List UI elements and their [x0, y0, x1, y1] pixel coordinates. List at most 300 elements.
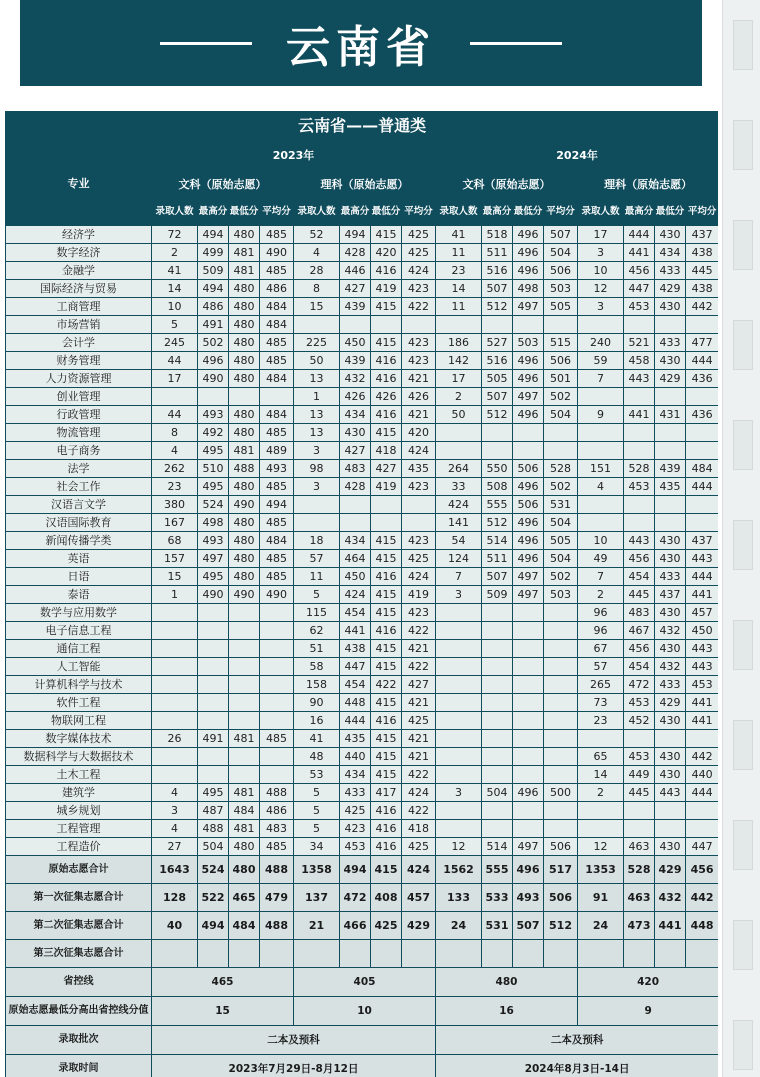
score-cell: 441: [624, 244, 655, 262]
score-cell: 3: [436, 784, 482, 802]
major-name: 建筑学: [6, 784, 152, 802]
score-cell: [482, 442, 513, 460]
score-cell: 4: [578, 478, 624, 496]
score-cell: [229, 658, 260, 676]
score-cell: 10: [578, 532, 624, 550]
score-cell: [655, 424, 686, 442]
score-cell: 16: [294, 712, 340, 730]
score-cell: [513, 766, 544, 784]
score-cell: [578, 496, 624, 514]
major-name: 行政管理: [6, 406, 152, 424]
score-cell: 430: [340, 424, 371, 442]
score-cell: 496: [513, 514, 544, 532]
score-cell: [513, 442, 544, 460]
score-cell: [578, 388, 624, 406]
score-cell: [260, 604, 294, 622]
summary-cell: 二本及预科: [152, 1026, 436, 1055]
score-cell: 65: [578, 748, 624, 766]
score-cell: [436, 658, 482, 676]
score-cell: 15: [294, 298, 340, 316]
score-cell: [260, 676, 294, 694]
total-cell: [294, 940, 340, 968]
score-cell: [198, 676, 229, 694]
score-cell: 481: [229, 442, 260, 460]
score-cell: 485: [260, 730, 294, 748]
score-cell: 14: [152, 280, 198, 298]
score-cell: [152, 676, 198, 694]
score-cell: 502: [544, 388, 578, 406]
score-cell: 496: [198, 352, 229, 370]
score-cell: [260, 766, 294, 784]
total-cell: [624, 940, 655, 968]
summary-cell: 480: [436, 968, 578, 997]
score-cell: 151: [578, 460, 624, 478]
score-cell: 456: [624, 550, 655, 568]
score-cell: 446: [340, 262, 371, 280]
score-cell: [686, 514, 719, 532]
score-cell: 423: [402, 352, 436, 370]
total-cell: 424: [402, 856, 436, 884]
score-cell: [655, 802, 686, 820]
total-cell: [544, 940, 578, 968]
table-row: [6, 352, 719, 370]
score-cell: 496: [513, 478, 544, 496]
score-cell: 485: [260, 334, 294, 352]
group-header: 文科（原始志愿）: [436, 170, 578, 199]
major-column-header: 专业: [6, 141, 152, 226]
score-cell: 415: [371, 658, 402, 676]
score-cell: 477: [686, 334, 719, 352]
score-cell: 487: [198, 802, 229, 820]
score-cell: 7: [436, 568, 482, 586]
score-cell: [260, 640, 294, 658]
table-row: [6, 622, 719, 640]
group-header: 理科（原始志愿）: [578, 170, 719, 199]
score-cell: [482, 604, 513, 622]
score-cell: 493: [260, 460, 294, 478]
table-row: [6, 424, 719, 442]
score-cell: 456: [624, 640, 655, 658]
score-cell: [544, 442, 578, 460]
score-cell: 441: [686, 586, 719, 604]
strip-segment: [733, 220, 753, 270]
score-cell: [655, 388, 686, 406]
score-cell: 434: [340, 532, 371, 550]
score-cell: 433: [655, 334, 686, 352]
score-cell: 425: [402, 712, 436, 730]
score-cell: 440: [340, 748, 371, 766]
score-cell: 495: [198, 784, 229, 802]
score-cell: 485: [260, 568, 294, 586]
score-cell: 27: [152, 838, 198, 856]
score-cell: [152, 388, 198, 406]
score-cell: 415: [371, 424, 402, 442]
score-cell: 484: [260, 406, 294, 424]
total-cell: 488: [260, 856, 294, 884]
score-cell: 424: [402, 262, 436, 280]
score-cell: [544, 622, 578, 640]
total-cell: 425: [371, 912, 402, 940]
score-cell: [436, 748, 482, 766]
score-cell: 434: [340, 766, 371, 784]
banner-left-line: [160, 42, 252, 45]
score-cell: 454: [340, 676, 371, 694]
score-cell: [544, 658, 578, 676]
score-cell: [152, 694, 198, 712]
total-cell: 507: [513, 912, 544, 940]
score-cell: [624, 424, 655, 442]
score-cell: [544, 730, 578, 748]
year-header-2024: 2024年: [436, 141, 719, 170]
score-cell: 421: [402, 406, 436, 424]
score-cell: 2: [152, 244, 198, 262]
score-cell: 503: [544, 586, 578, 604]
major-name: 经济学: [6, 226, 152, 244]
score-cell: 447: [340, 658, 371, 676]
total-cell: 408: [371, 884, 402, 912]
total-cell: 457: [402, 884, 436, 912]
score-cell: [340, 316, 371, 334]
score-cell: [655, 442, 686, 460]
total-label: 第三次征集志愿合计: [6, 940, 152, 968]
score-cell: 5: [294, 586, 340, 604]
table-row: [6, 658, 719, 676]
score-cell: [152, 748, 198, 766]
strip-segment: [733, 920, 753, 970]
score-cell: 502: [544, 478, 578, 496]
total-cell: 533: [482, 884, 513, 912]
score-cell: 433: [655, 262, 686, 280]
score-cell: 484: [260, 532, 294, 550]
score-cell: 17: [578, 226, 624, 244]
score-cell: 480: [229, 406, 260, 424]
score-cell: 26: [152, 730, 198, 748]
summary-cell: 420: [578, 968, 719, 997]
summary-cell: 二本及预科: [436, 1026, 719, 1055]
column-header: 最高分: [482, 199, 513, 226]
score-cell: 431: [655, 406, 686, 424]
score-cell: 488: [198, 820, 229, 838]
total-cell: 473: [624, 912, 655, 940]
score-cell: 480: [229, 478, 260, 496]
score-cell: 504: [198, 838, 229, 856]
strip-segment: [733, 720, 753, 770]
score-cell: 443: [686, 550, 719, 568]
score-cell: [513, 604, 544, 622]
score-cell: 417: [371, 784, 402, 802]
column-header: 最高分: [198, 199, 229, 226]
score-cell: 511: [482, 244, 513, 262]
major-name: 计算机科学与技术: [6, 676, 152, 694]
score-cell: 496: [513, 532, 544, 550]
major-name: 工程造价: [6, 838, 152, 856]
batch-row: [6, 1026, 719, 1055]
score-cell: [686, 442, 719, 460]
score-cell: 472: [624, 676, 655, 694]
strip-segment: [733, 520, 753, 570]
major-name: 新闻传播学类: [6, 532, 152, 550]
score-cell: 481: [229, 784, 260, 802]
score-cell: [436, 676, 482, 694]
score-cell: 499: [198, 244, 229, 262]
total-row: [6, 940, 719, 968]
table-row: [6, 370, 719, 388]
score-cell: 430: [655, 604, 686, 622]
score-cell: 485: [260, 478, 294, 496]
score-cell: 500: [544, 784, 578, 802]
total-cell: 1643: [152, 856, 198, 884]
score-cell: 7: [578, 568, 624, 586]
score-cell: 490: [260, 586, 294, 604]
total-cell: [371, 940, 402, 968]
score-cell: 453: [340, 838, 371, 856]
score-cell: [686, 802, 719, 820]
score-cell: 428: [340, 478, 371, 496]
score-cell: 495: [198, 478, 229, 496]
score-cell: 419: [371, 478, 402, 496]
score-cell: [229, 388, 260, 406]
score-cell: 428: [340, 244, 371, 262]
score-cell: [513, 820, 544, 838]
score-cell: 8: [294, 280, 340, 298]
score-cell: 13: [294, 424, 340, 442]
strip-segment: [733, 1020, 753, 1070]
summary-label: 录取批次: [6, 1026, 152, 1055]
score-cell: 90: [294, 694, 340, 712]
score-cell: 447: [624, 280, 655, 298]
score-cell: [624, 730, 655, 748]
score-cell: 23: [436, 262, 482, 280]
table-row: [6, 478, 719, 496]
score-cell: 518: [482, 226, 513, 244]
score-cell: 480: [229, 514, 260, 532]
score-cell: 416: [371, 622, 402, 640]
score-cell: 12: [436, 838, 482, 856]
score-cell: [544, 316, 578, 334]
score-cell: 4: [152, 784, 198, 802]
summary-cell: 16: [436, 997, 578, 1026]
score-cell: 96: [578, 604, 624, 622]
score-cell: 424: [340, 586, 371, 604]
score-cell: 442: [686, 298, 719, 316]
major-name: 电子商务: [6, 442, 152, 460]
score-cell: 494: [340, 226, 371, 244]
summary-cell: 15: [152, 997, 294, 1026]
score-cell: 416: [371, 820, 402, 838]
total-row: [6, 912, 719, 940]
score-cell: 415: [371, 334, 402, 352]
score-cell: 96: [578, 622, 624, 640]
score-cell: 429: [655, 280, 686, 298]
major-name: 城乡规划: [6, 802, 152, 820]
score-cell: 435: [340, 730, 371, 748]
score-cell: 503: [544, 280, 578, 298]
total-cell: 479: [260, 884, 294, 912]
score-cell: 423: [402, 532, 436, 550]
score-cell: 435: [402, 460, 436, 478]
score-cell: 480: [229, 532, 260, 550]
summary-cell: 10: [294, 997, 436, 1026]
score-cell: 486: [260, 802, 294, 820]
score-cell: 438: [686, 280, 719, 298]
score-cell: 41: [152, 262, 198, 280]
score-cell: 441: [624, 406, 655, 424]
score-cell: [229, 604, 260, 622]
score-cell: 13: [294, 406, 340, 424]
score-cell: [152, 622, 198, 640]
total-cell: 137: [294, 884, 340, 912]
score-cell: [152, 712, 198, 730]
total-cell: [260, 940, 294, 968]
score-cell: 441: [686, 712, 719, 730]
total-label: 第二次征集志愿合计: [6, 912, 152, 940]
score-cell: 434: [340, 406, 371, 424]
score-cell: [482, 676, 513, 694]
score-cell: [402, 514, 436, 532]
score-cell: 422: [402, 622, 436, 640]
total-cell: 494: [340, 856, 371, 884]
score-cell: 480: [229, 352, 260, 370]
summary-label: 原始志愿最低分高出省控线分值: [6, 997, 152, 1026]
score-cell: [436, 694, 482, 712]
score-cell: 504: [544, 550, 578, 568]
strip-segment: [733, 320, 753, 370]
score-cell: 265: [578, 676, 624, 694]
table-row: [6, 334, 719, 352]
table-row: [6, 316, 719, 334]
score-cell: [655, 514, 686, 532]
column-header: 最高分: [340, 199, 371, 226]
score-cell: 507: [544, 226, 578, 244]
score-cell: 485: [260, 514, 294, 532]
score-cell: 443: [686, 658, 719, 676]
score-cell: 10: [578, 262, 624, 280]
score-cell: 425: [402, 838, 436, 856]
table-row: [6, 694, 719, 712]
score-cell: 444: [686, 784, 719, 802]
score-cell: 480: [229, 568, 260, 586]
table-row: [6, 550, 719, 568]
banner-title: 云南省: [286, 22, 436, 73]
score-cell: [436, 766, 482, 784]
score-cell: 5: [294, 820, 340, 838]
table-row: [6, 802, 719, 820]
score-cell: 433: [340, 784, 371, 802]
score-cell: [371, 316, 402, 334]
score-cell: 3: [294, 442, 340, 460]
score-cell: [294, 316, 340, 334]
score-cell: 502: [198, 334, 229, 352]
score-cell: 418: [371, 442, 402, 460]
total-cell: 555: [482, 856, 513, 884]
score-cell: 429: [655, 694, 686, 712]
score-cell: 421: [402, 694, 436, 712]
score-cell: 1: [294, 388, 340, 406]
score-cell: 453: [624, 478, 655, 496]
score-cell: 490: [198, 586, 229, 604]
score-cell: 423: [402, 604, 436, 622]
score-cell: 490: [198, 370, 229, 388]
table-row: [6, 586, 719, 604]
score-cell: [513, 748, 544, 766]
table-row: [6, 442, 719, 460]
total-cell: 484: [229, 912, 260, 940]
score-cell: [578, 316, 624, 334]
total-cell: 24: [578, 912, 624, 940]
score-cell: 463: [624, 838, 655, 856]
score-cell: 484: [260, 298, 294, 316]
table-row: [6, 838, 719, 856]
score-cell: [513, 316, 544, 334]
total-cell: 512: [544, 912, 578, 940]
score-cell: 483: [260, 820, 294, 838]
score-cell: 505: [482, 370, 513, 388]
score-cell: 427: [371, 460, 402, 478]
score-cell: 481: [229, 244, 260, 262]
total-cell: [436, 940, 482, 968]
score-cell: 415: [371, 766, 402, 784]
total-cell: 441: [655, 912, 686, 940]
table-body: [6, 226, 719, 1077]
score-cell: [655, 316, 686, 334]
score-cell: 438: [686, 244, 719, 262]
score-cell: 167: [152, 514, 198, 532]
score-cell: 453: [624, 298, 655, 316]
major-name: 市场营销: [6, 316, 152, 334]
score-cell: [198, 658, 229, 676]
time-row: [6, 1055, 719, 1077]
score-cell: 432: [340, 370, 371, 388]
score-cell: 437: [686, 226, 719, 244]
score-cell: [436, 730, 482, 748]
score-cell: 438: [340, 640, 371, 658]
score-cell: 15: [152, 568, 198, 586]
column-header: 最低分: [229, 199, 260, 226]
score-cell: [686, 424, 719, 442]
score-cell: 433: [655, 676, 686, 694]
score-cell: 416: [371, 262, 402, 280]
score-cell: 420: [402, 424, 436, 442]
score-cell: [513, 676, 544, 694]
score-cell: 420: [371, 244, 402, 262]
score-cell: [686, 316, 719, 334]
table-row: [6, 604, 719, 622]
score-cell: [544, 640, 578, 658]
score-cell: [513, 730, 544, 748]
score-cell: [198, 640, 229, 658]
score-cell: 527: [482, 334, 513, 352]
score-cell: 430: [655, 748, 686, 766]
total-row: [6, 884, 719, 912]
score-cell: [402, 316, 436, 334]
score-cell: 13: [294, 370, 340, 388]
admission-score-table-wrapper: [5, 111, 718, 1077]
total-cell: [578, 940, 624, 968]
score-cell: 7: [578, 370, 624, 388]
score-cell: 3: [152, 802, 198, 820]
score-cell: 448: [340, 694, 371, 712]
score-cell: 17: [152, 370, 198, 388]
column-header: 平均分: [686, 199, 719, 226]
total-cell: 472: [340, 884, 371, 912]
score-cell: [513, 622, 544, 640]
score-cell: 480: [229, 370, 260, 388]
score-cell: [513, 712, 544, 730]
score-cell: 429: [655, 370, 686, 388]
score-cell: 426: [340, 388, 371, 406]
score-cell: 8: [152, 424, 198, 442]
score-cell: 439: [340, 298, 371, 316]
